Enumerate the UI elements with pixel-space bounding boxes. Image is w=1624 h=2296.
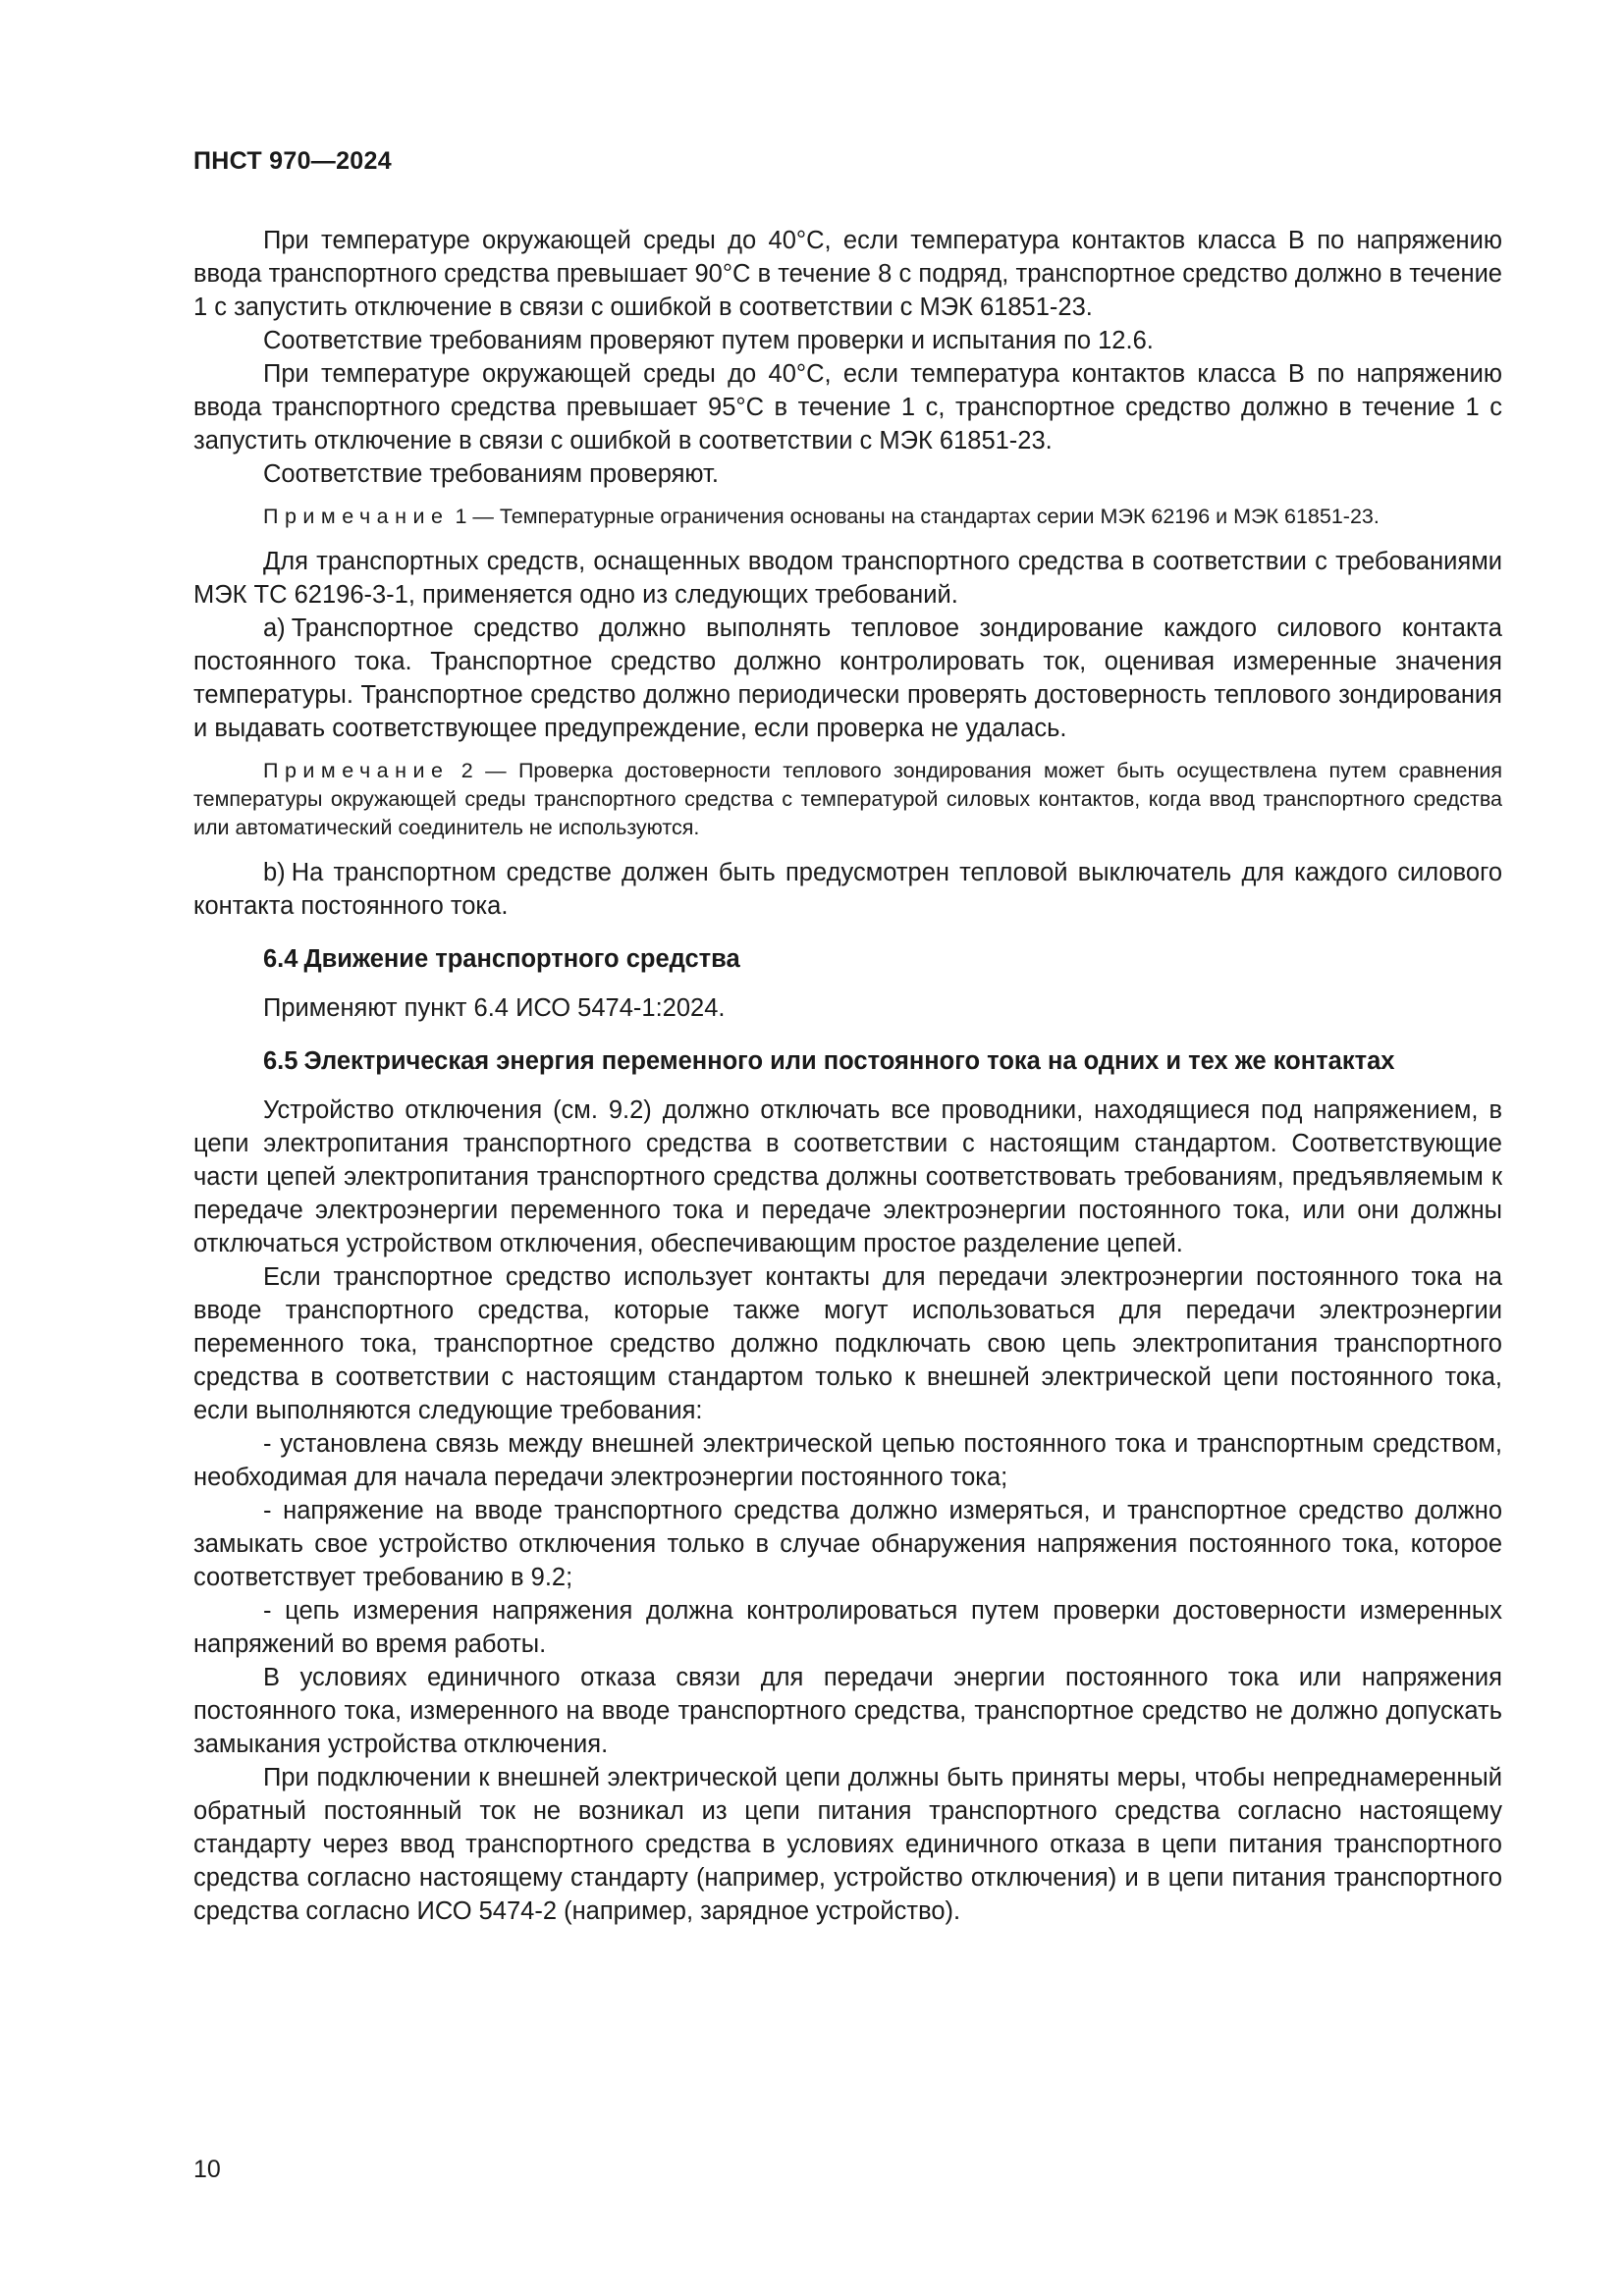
dash-item: - напряжение на вводе транспортного средства должно измеряться, и транспортное средство должно замыкать свое устройство отключения только в случае обнаружения напряжения постоянного тока, которое соответствует требованию в 9.2; — [193, 1497, 1502, 1591]
note-number: 2 — [460, 759, 473, 782]
paragraph: В условиях единичного отказа связи для передачи энергии постоянного тока или напряжения постоянного тока, измеренного на вводе транспортного средства, транспортное средство не должно допускать замыкания устройства отключения. — [193, 1664, 1502, 1758]
section-heading-6-4 — [193, 942, 1502, 976]
paragraph: Применяют пункт 6.4 ИСО 5474-1:2024. — [263, 994, 726, 1022]
paragraph: При температуре окружающей среды до 40°C, если температура контактов класса B по напряжению ввода транспортного средства превышает 90°C в течение 8 с подряд, транспортное средство должно в течение 1 с запустить отключение в связи с ошибкой в соответствии с МЭК 61851-23. — [193, 227, 1502, 321]
list-marker: a) — [263, 614, 286, 642]
note-text: — Проверка достоверности теплового зондирования может быть осуществлена путем сравнения температуры окружающей среды транспортного средства с температурой силовых контактов, когда ввод транспортного средства или автоматический соединитель не используются. — [193, 759, 1502, 839]
document-id-header: ПНСТ 970—2024 — [193, 147, 392, 175]
section-title: Движение транспортного средства — [303, 945, 740, 973]
paragraph: При подключении к внешней электрической цепи должны быть приняты меры, чтобы непреднамеренный обратный постоянный ток не возникал из цепи питания транспортного средства согласно настоящему стандарту через ввод транспортного средства в условиях единичного отказа в цепи питания транспортного средства согласно настоящему стандарту (например, устройство отключения) и в цепи питания транспортного средства согласно ИСО 5474-2 (например, зарядное устройство). — [193, 1764, 1502, 1925]
dash-item: - цепь измерения напряжения должна контролироваться путем проверки достоверности измеренных напряжений во время работы. — [193, 1597, 1502, 1658]
dash-item: - установлена связь между внешней электрической цепью постоянного тока и транспортным средством, необходимая для начала передачи электроэнергии постоянного тока; — [193, 1430, 1502, 1491]
list-item-b — [193, 856, 1502, 923]
section-number: 6.5 — [263, 1047, 298, 1075]
note-1 — [193, 503, 1502, 531]
paragraph: При температуре окружающей среды до 40°C, если температура контактов класса B по напряжению ввода транспортного средства превышает 95°C в течение 1 с, транспортное средство должно в течение 1 с запустить отключение в связи с ошибкой в соответствии с МЭК 61851-23. — [193, 360, 1502, 454]
page-number: 10 — [193, 2156, 221, 2183]
paragraph: Соответствие требованиям проверяют. — [263, 460, 719, 488]
list-item-text: На транспортном средстве должен быть предусмотрен тепловой выключатель для каждого силового контакта постоянного тока. — [193, 859, 1502, 920]
section-title: Электрическая энергия переменного или постоянного тока на одних и тех же контактах — [303, 1047, 1395, 1075]
paragraph: Устройство отключения (см. 9.2) должно отключать все проводники, находящиеся под напряжением, в цепи электропитания транспортного средства в соответствии с настоящим стандартом. Соответствующие части цепей электропитания транспортного средства должны соответствовать требованиям, предъявляемым к передаче электроэнергии переменного тока и передаче электроэнергии постоянного тока, или они должны отключаться устройством отключения, обеспечивающим простое разделение цепей. — [193, 1096, 1502, 1257]
section-heading-6-5 — [193, 1044, 1502, 1078]
section-number: 6.4 — [263, 945, 298, 973]
note-2 — [193, 757, 1502, 842]
page-content — [193, 224, 1502, 1928]
list-item-a — [193, 612, 1502, 745]
paragraph: Для транспортных средств, оснащенных вводом транспортного средства в соответствии с требованиями МЭК ТС 62196-3-1, применяется одно из следующих требований. — [193, 548, 1502, 609]
note-label: Примечание — [263, 505, 450, 528]
list-marker: b) — [263, 859, 286, 886]
list-item-text: Транспортное средство должно выполнять тепловое зондирование каждого силового контакта постоянного тока. Транспортное средство должно контролировать ток, оценивая измеренные значения температуры. Транспортное средство должно периодически проверять достоверность теплового зондирования и выдавать соответствующее предупреждение, если проверка не удалась. — [193, 614, 1502, 742]
paragraph: Соответствие требованиям проверяют путем проверки и испытания по 12.6. — [263, 327, 1154, 354]
paragraph: Если транспортное средство использует контакты для передачи электроэнергии постоянного тока на вводе транспортного средства, которые также могут использоваться для передачи электроэнергии переменного тока, транспортное средство должно подключать свою цепь электропитания транспортного средства в соответствии с настоящим стандартом только к внешней электрической цепи постоянного тока, если выполняются следующие требования: — [193, 1263, 1502, 1424]
note-number: 1 — [455, 505, 467, 528]
note-label: Примечание — [263, 759, 450, 782]
note-text: — Температурные ограничения основаны на стандартах серии МЭК 62196 и МЭК 61851-23. — [472, 505, 1380, 528]
